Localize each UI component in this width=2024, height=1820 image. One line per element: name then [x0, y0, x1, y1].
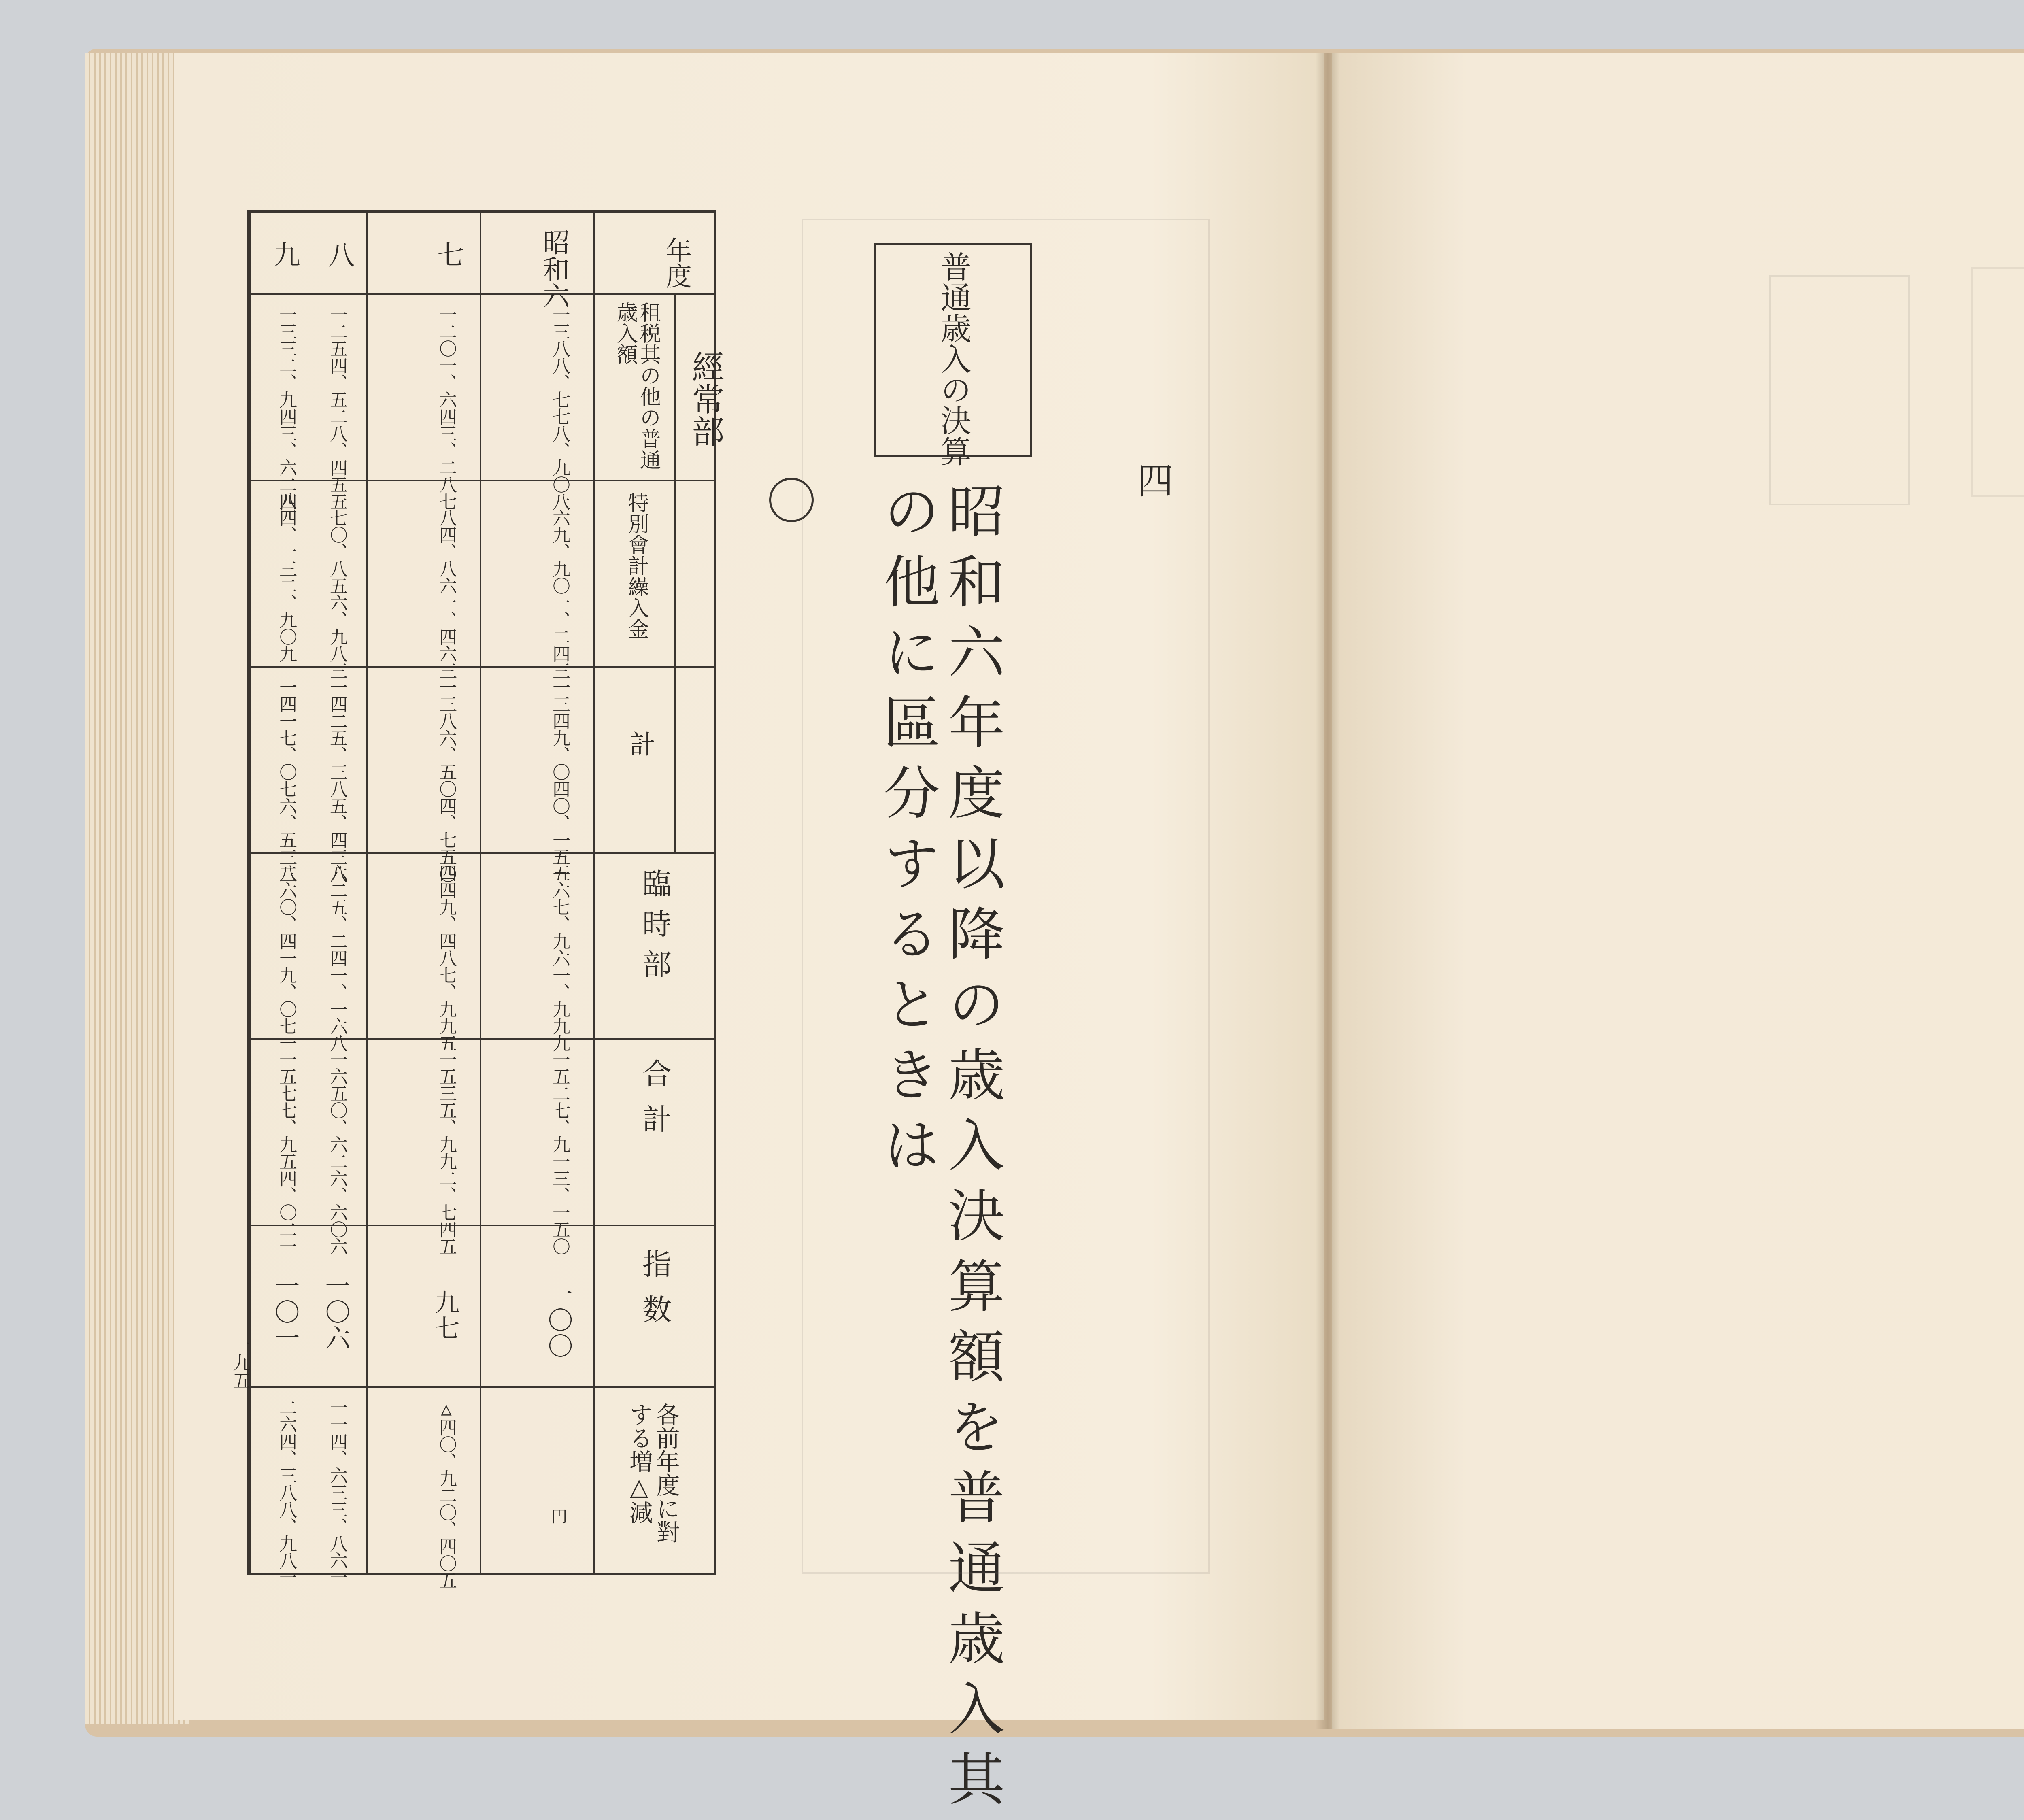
- header-temporary-section: 臨時部: [638, 868, 672, 990]
- show-through-box: [1769, 275, 1910, 505]
- cell-r2-total: 一六五〇、六二六、六〇六: [327, 1050, 347, 1254]
- cell-r0-yen: 円: [549, 1508, 567, 1525]
- section-title: 普通歳入の決算: [935, 251, 972, 466]
- cell-r1-change: △四〇、九二〇、四〇五: [436, 1399, 457, 1588]
- body-line-2: の他に區分するときは: [874, 482, 940, 1186]
- cell-r3-subtotal: 一四一七、〇七六、五三三: [276, 678, 297, 882]
- cell-r1-subtotal: 一三八六、五〇四、七五〇: [436, 678, 457, 882]
- section-number: 四: [1131, 461, 1173, 498]
- left-page-number: 一九五: [230, 1336, 250, 1389]
- cell-r3-tax: 一三三二、九四三、六二四: [276, 306, 297, 510]
- cell-r3-change: 二六四、三八八、九八一: [276, 1399, 297, 1586]
- cell-r1-tax: 一二〇一、六四三、二八七: [436, 306, 457, 510]
- cell-r2-change: 一一四、六三三、八六一: [327, 1399, 347, 1586]
- table-divider: [249, 293, 714, 295]
- header-index: 指数: [638, 1249, 672, 1339]
- cell-r0-special: 一六九、九〇一、二四三: [549, 492, 570, 679]
- show-through-box-2: [1971, 267, 2024, 497]
- right-page: [1332, 53, 2024, 1729]
- header-subtotal: 計: [625, 731, 655, 757]
- header-total: 合計: [638, 1059, 672, 1149]
- row-year-7: 七: [433, 241, 464, 268]
- body-line-1: 昭和六年度以降の歳入決算額を普通歳入其: [939, 482, 1005, 1820]
- cell-r0-total: 一五二七、九一三、一五〇: [549, 1050, 570, 1254]
- cell-r1-index: 九七: [430, 1289, 460, 1341]
- row-year-8: 八: [323, 241, 355, 268]
- cell-r0-tax: 一三八八、七七八、九〇八: [549, 306, 570, 510]
- cell-r1-total: 一五三五、九九二、七四五: [436, 1050, 457, 1254]
- header-special-account: 特別會計繰入金: [624, 492, 648, 639]
- show-through-table: [802, 219, 1210, 1574]
- header-tax-other: 租税其の他の普通歳入額: [613, 302, 661, 470]
- cell-r2-subtotal: 一四二五、三八五、四三八: [327, 678, 347, 882]
- cell-r2-tax: 一二五四、五二八、四五五: [327, 306, 347, 510]
- header-ordinary-section: 經常部: [687, 350, 724, 447]
- cell-r0-temporary: 五六七、九六一、九九九: [549, 864, 570, 1051]
- revenue-table: [247, 210, 724, 1588]
- cell-r1-special: 一八四、八六一、四六三: [436, 492, 457, 679]
- cell-r3-index: 一〇一: [270, 1273, 300, 1351]
- cell-r0-subtotal: 一三四九、〇四〇、一五一: [549, 678, 570, 882]
- row-year-showa6: 昭和六: [538, 229, 570, 309]
- header-change: 各前年度に對する増△減: [625, 1403, 680, 1544]
- header-year: 年度: [661, 237, 691, 289]
- cell-r1-temporary: 四四九、四八七、九九五: [436, 864, 457, 1051]
- cell-r3-total: 一五七七、九五四、〇二一: [276, 1050, 297, 1254]
- cell-r2-index: 一〇六: [321, 1273, 351, 1351]
- cell-r0-index: 一〇〇: [544, 1281, 573, 1359]
- book-gutter: [1316, 53, 1340, 1729]
- cell-r3-special: 八四、一三二、九〇九: [276, 492, 297, 662]
- row-year-9: 九: [269, 241, 300, 268]
- cell-r2-temporary: 六二五、二四一、一六八: [327, 864, 347, 1051]
- cell-r2-special: 一七〇、八五六、九八三: [327, 492, 347, 679]
- cell-r3-temporary: 八六〇、四一九、〇七一: [276, 864, 297, 1051]
